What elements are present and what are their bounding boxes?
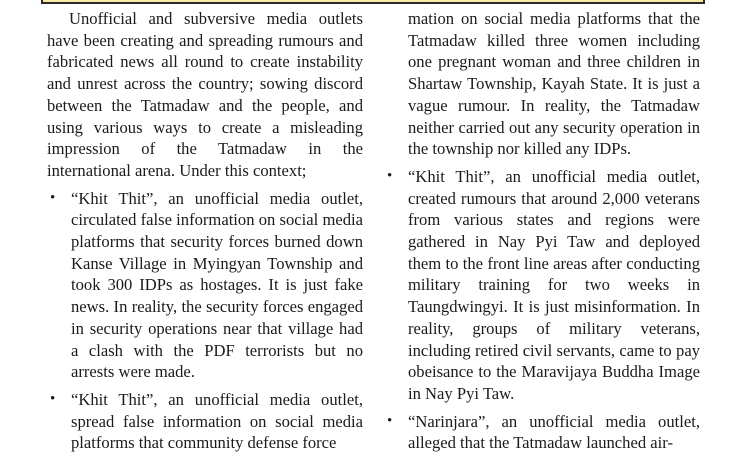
list-item xyxy=(384,166,700,405)
list-item-text: “Khit Thit”, an unofficial media outlet, circulated false information on social media platforms that security forces burned down Kanse Village in Myingyan Township and took 300 IDPs as hostages. It is just fake news. In reality, the security forces engaged in security operations near that village had a clash with the PDF terrorists but no arrests were made. xyxy=(71,188,363,382)
right-bullet-list xyxy=(384,166,700,454)
bullet-icon: • xyxy=(50,390,56,407)
list-item-text: “Narinjara”, an unofficial media outlet, alleged that the Tatmadaw launched air- xyxy=(408,411,700,453)
left-column xyxy=(47,8,363,454)
bullet-icon: • xyxy=(387,412,393,429)
list-item xyxy=(47,188,363,383)
list-item-text: “Khit Thit”, an unofficial media outlet, spread false information on social media platforms that community defense force xyxy=(71,389,363,453)
left-bullet-list xyxy=(47,188,363,454)
list-item xyxy=(47,389,363,454)
intro-paragraph: Unofficial and subversive media outlets have been creating and spreading rumours and fabricated news all round to create instability and unrest across the country; sowing discord between the Tatmadaw and the people, and using various ways to create a misleading impression of the Tatmadaw in the international arena. Under this context; xyxy=(47,9,363,180)
list-item-text: “Khit Thit”, an unofficial media outlet, created rumours that around 2,000 veterans from various states and regions were gathered in Nay Pyi Taw and deployed them to the front line areas after conducting military training for two weeks in Taungdwingyi. It is just misinformation. In reality, groups of military veterans, including retired civil servants, came to pay obeisance to the Maravijaya Buddha Image in Nay Pyi Taw. xyxy=(408,166,700,403)
list-item xyxy=(384,411,700,454)
right-column xyxy=(384,8,700,454)
bullet-icon: • xyxy=(50,189,56,206)
continued-paragraph: mation on social media platforms that the Tatmadaw killed three women including one pregnant woman and three children in Shartaw Township, Kayah State. It is just a vague rumour. In reality, the Tatmadaw neither carried out any security operation in the township nor killed any IDPs. xyxy=(408,9,700,159)
bullet-icon: • xyxy=(387,167,393,184)
header-banner-bar xyxy=(41,0,705,4)
